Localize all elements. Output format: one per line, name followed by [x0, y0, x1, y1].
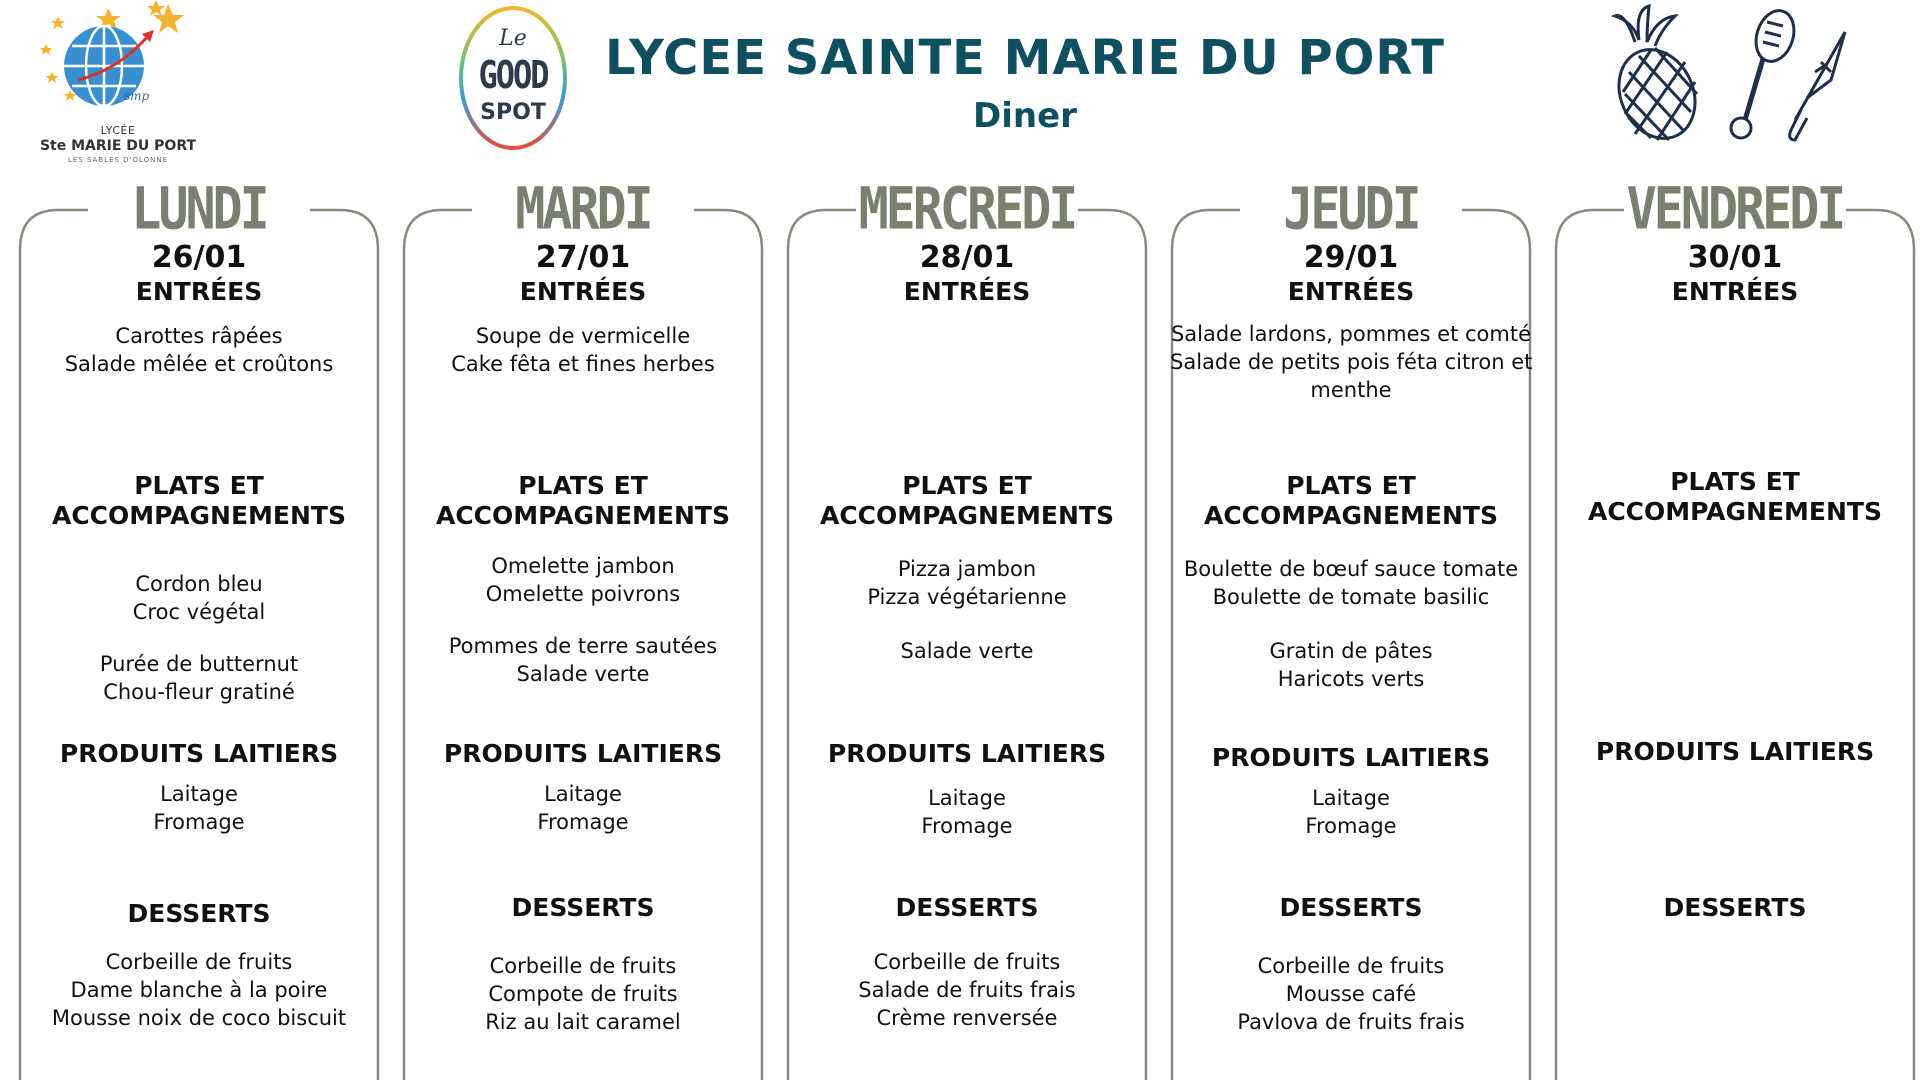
plats-heading-line2: ACCOMPAGNEMENTS — [1203, 501, 1498, 530]
menu-item: Mousse café — [1285, 982, 1417, 1006]
desserts-heading: DESSERTS — [1663, 893, 1807, 922]
menu-item: Soupe de vermicelle — [475, 324, 691, 348]
entrees-list — [402, 322, 764, 378]
laitiers-heading: PRODUITS LAITIERS — [443, 739, 723, 768]
menu-item: menthe — [1310, 378, 1392, 402]
entrees-list — [1170, 320, 1532, 404]
plats-list — [18, 570, 380, 626]
laitiers-heading: PRODUITS LAITIERS — [1211, 743, 1491, 772]
plats-heading-line2: ACCOMPAGNEMENTS — [51, 501, 346, 530]
plats-heading-line2: ACCOMPAGNEMENTS — [819, 501, 1114, 530]
menu-item: Salade verte — [516, 662, 650, 686]
laitiers-list — [18, 780, 380, 836]
entrees-heading: ENTRÉES — [1671, 277, 1799, 306]
menu-item: Crème renversée — [876, 1006, 1058, 1030]
page-title: LYCEE SAINTE MARIE DU PORT — [605, 30, 1445, 86]
svg-text:smp: smp — [124, 89, 150, 103]
laitiers-list — [1170, 784, 1532, 840]
menu-item: Mousse noix de coco biscuit — [51, 1006, 347, 1030]
spot-logo-line3: SPOT — [480, 100, 546, 125]
accompagnements-list — [786, 637, 1148, 665]
plats-list — [786, 555, 1148, 611]
day-date: 30/01 — [1687, 240, 1783, 275]
entrees-heading: ENTRÉES — [135, 277, 263, 306]
entrees-heading: ENTRÉES — [519, 277, 647, 306]
menu-item: Omelette jambon — [491, 554, 675, 578]
menu-item: Salade verte — [900, 639, 1034, 663]
desserts-heading: DESSERTS — [895, 893, 1039, 922]
spot-logo-line2: GOOD — [478, 52, 548, 98]
school-logo-line1: LYCÉE — [100, 124, 136, 137]
plats-list — [1170, 555, 1532, 611]
menu-item: Compote de fruits — [488, 982, 678, 1006]
menu-item: Purée de butternut — [99, 652, 299, 676]
menu-item: Carottes râpées — [115, 324, 283, 348]
menu-item: Dame blanche à la poire — [70, 978, 328, 1002]
day-name: MARDI — [515, 175, 651, 243]
menu-item: Pizza jambon — [897, 557, 1037, 581]
desserts-list — [402, 952, 764, 1036]
menu-item: Fromage — [1305, 814, 1397, 838]
desserts-list — [1170, 952, 1532, 1036]
day-name: JEUDI — [1283, 175, 1419, 243]
plats-heading-line1: PLATS ET — [1286, 471, 1416, 500]
day-column-mercredi — [786, 170, 1148, 1080]
menu-item: Laitage — [928, 786, 1006, 810]
day-column-mardi — [402, 170, 764, 1080]
page-subtitle: Diner — [973, 96, 1077, 136]
day-date: 26/01 — [151, 240, 247, 275]
menu-item: Salade lardons, pommes et comté — [1170, 322, 1532, 346]
school-logo-line3: LES SABLES D'OLONNE — [67, 156, 169, 164]
menu-item: Boulette de tomate basilic — [1212, 585, 1490, 609]
menu-item: Fromage — [537, 810, 629, 834]
accompagnements-list — [402, 632, 764, 688]
menu-item: Chou-fleur gratiné — [103, 680, 295, 704]
accompagnements-list — [18, 650, 380, 706]
menu-item: Boulette de bœuf sauce tomate — [1183, 557, 1519, 581]
school-logo-line2: Ste MARIE DU PORT — [39, 138, 197, 154]
desserts-list — [786, 948, 1148, 1032]
spot-logo-line1: Le — [499, 26, 527, 51]
globe-logo-icon — [38, 0, 198, 124]
menu-item: Pommes de terre sautées — [448, 634, 718, 658]
menu-item: Corbeille de fruits — [489, 954, 677, 978]
school-logo — [38, 0, 198, 165]
menu-item: Corbeille de fruits — [873, 950, 1061, 974]
entrees-heading: ENTRÉES — [903, 277, 1031, 306]
day-date: 29/01 — [1303, 240, 1399, 275]
plats-heading-line1: PLATS ET — [134, 471, 264, 500]
menu-item: Laitage — [544, 782, 622, 806]
plats-heading-line1: PLATS ET — [1670, 467, 1800, 496]
menu-item: Croc végétal — [132, 600, 266, 624]
desserts-heading: DESSERTS — [511, 893, 655, 922]
day-column-vendredi — [1554, 170, 1916, 1080]
day-name: VENDREDI — [1626, 175, 1844, 243]
accompagnements-list — [1170, 637, 1532, 693]
menu-item: Haricots verts — [1277, 667, 1425, 691]
day-column-lundi — [18, 170, 380, 1080]
menu-item: Corbeille de fruits — [105, 950, 293, 974]
day-column-jeudi — [1170, 170, 1532, 1080]
day-date: 27/01 — [535, 240, 631, 275]
menu-item: Pavlova de fruits frais — [1237, 1010, 1465, 1034]
pineapple-utensils-icon — [1595, 2, 1855, 160]
entrees-heading: ENTRÉES — [1287, 277, 1415, 306]
laitiers-heading: PRODUITS LAITIERS — [59, 739, 339, 768]
menu-item: Fromage — [153, 810, 245, 834]
menu-item: Salade de fruits frais — [858, 978, 1076, 1002]
desserts-heading: DESSERTS — [1279, 893, 1423, 922]
plats-heading-line2: ACCOMPAGNEMENTS — [435, 501, 730, 530]
menu-item: Salade mêlée et croûtons — [64, 352, 334, 376]
laitiers-heading: PRODUITS LAITIERS — [827, 739, 1107, 768]
entrees-list — [18, 322, 380, 378]
menu-item: Salade de petits pois féta citron et — [1170, 350, 1533, 374]
header — [0, 0, 1920, 170]
menu-item: Corbeille de fruits — [1257, 954, 1445, 978]
menu-item: Laitage — [1312, 786, 1390, 810]
desserts-heading: DESSERTS — [127, 899, 271, 928]
plats-heading-line1: PLATS ET — [902, 471, 1032, 500]
menu-item: Gratin de pâtes — [1269, 639, 1433, 663]
laitiers-list — [402, 780, 764, 836]
plats-list — [402, 552, 764, 608]
plats-heading-line1: PLATS ET — [518, 471, 648, 500]
menu-item: Cake fêta et fines herbes — [451, 352, 715, 376]
menu-item: Laitage — [160, 782, 238, 806]
laitiers-heading: PRODUITS LAITIERS — [1595, 737, 1875, 766]
day-date: 28/01 — [919, 240, 1015, 275]
day-name: MERCREDI — [858, 175, 1076, 243]
day-name: LUNDI — [131, 175, 267, 243]
desserts-list — [18, 948, 380, 1032]
menu-item: Omelette poivrons — [485, 582, 681, 606]
menu-item: Riz au lait caramel — [485, 1010, 681, 1034]
menu-item: Pizza végétarienne — [867, 585, 1067, 609]
menu-item: Fromage — [921, 814, 1013, 838]
menu-item: Cordon bleu — [135, 572, 263, 596]
laitiers-list — [786, 784, 1148, 840]
plats-heading-line2: ACCOMPAGNEMENTS — [1587, 497, 1882, 526]
